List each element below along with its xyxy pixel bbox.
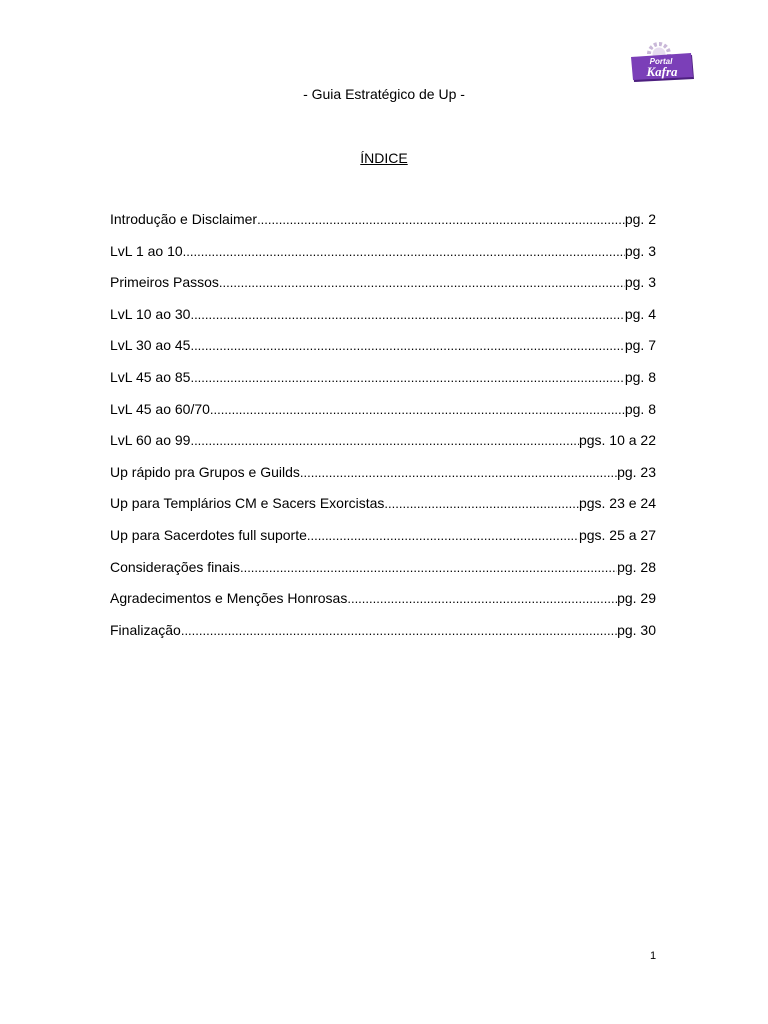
toc-entry-title: Up para Sacerdotes full suporte [110,526,307,543]
toc-dot-leader [257,211,625,229]
toc-entry-page: pg. 30 [617,621,656,638]
toc-entry-title: Considerações finais [110,558,240,575]
toc-entry [110,463,656,495]
toc-entry-title: LvL 60 ao 99 [110,432,191,449]
toc-entry [110,431,656,463]
toc-entry-page: pg. 8 [624,400,656,417]
toc-entry-title: Primeiros Passos [110,274,219,291]
toc-entry-title: LvL 1 ao 10 [110,242,183,259]
toc-entry [110,621,656,653]
toc-dot-leader [190,306,624,324]
toc-entry-page: pg. 8 [624,368,656,385]
toc-entry-page: pgs. 10 a 22 [578,432,656,449]
toc-entry [110,242,656,274]
toc-entry-page: pg. 29 [617,590,656,607]
page-number: 1 [650,950,657,962]
toc-entry [110,589,656,621]
toc-entry [110,273,656,305]
toc-entry-title: LvL 30 ao 45 [110,337,191,354]
index-heading: ÍNDICE [360,150,408,166]
toc-entry-title: LvL 10 ao 30 [110,305,191,322]
toc-dot-leader [384,495,579,513]
toc-entry-page: pg. 28 [617,558,656,575]
document-title: - Guia Estratégico de Up - [303,86,465,102]
toc-entry-title: Introdução e Disclaimer [110,211,258,227]
table-of-contents [110,210,656,652]
toc-entry [110,400,656,432]
toc-entry [110,336,656,368]
toc-entry-page: pg. 3 [624,242,656,259]
toc-entry-title: Agradecimentos e Menções Honrosas [110,590,348,607]
toc-entry-page: pg. 3 [624,274,656,291]
toc-dot-leader [240,559,617,577]
toc-entry [110,210,656,242]
toc-entry [110,305,656,337]
toc-dot-leader [183,243,625,261]
toc-dot-leader [219,274,625,292]
toc-entry-title: LvL 45 ao 85 [110,368,191,385]
toc-dot-leader [347,590,617,608]
toc-dot-leader [300,464,617,482]
toc-entry-page: pg. 23 [617,463,656,480]
toc-dot-leader [190,369,624,387]
toc-dot-leader [181,622,617,640]
portal-kafra-logo [630,42,696,84]
toc-entry-page: pgs. 23 e 24 [578,495,656,512]
toc-entry-title: LvL 45 ao 60/70 [110,400,210,417]
toc-entry [110,368,656,400]
toc-dot-leader [307,527,579,545]
toc-entry [110,494,656,526]
logo-text-bottom: Kafra [646,64,678,79]
toc-dot-leader [190,432,578,450]
toc-entry-page: pgs. 25 a 27 [578,526,656,543]
logo-text-top: Portal [649,57,673,66]
toc-entry-page: pg. 4 [624,305,656,322]
toc-entry-title: Finalização [110,621,181,638]
toc-entry-title: Up rápido pra Grupos e Guilds [110,463,300,480]
toc-entry-page: pg. 2 [624,211,656,227]
toc-entry [110,558,656,590]
toc-entry-title: Up para Templários CM e Sacers Exorcistas [110,495,385,512]
toc-dot-leader [190,337,624,355]
toc-entry [110,526,656,558]
toc-dot-leader [210,401,625,419]
toc-entry-page: pg. 7 [624,337,656,354]
